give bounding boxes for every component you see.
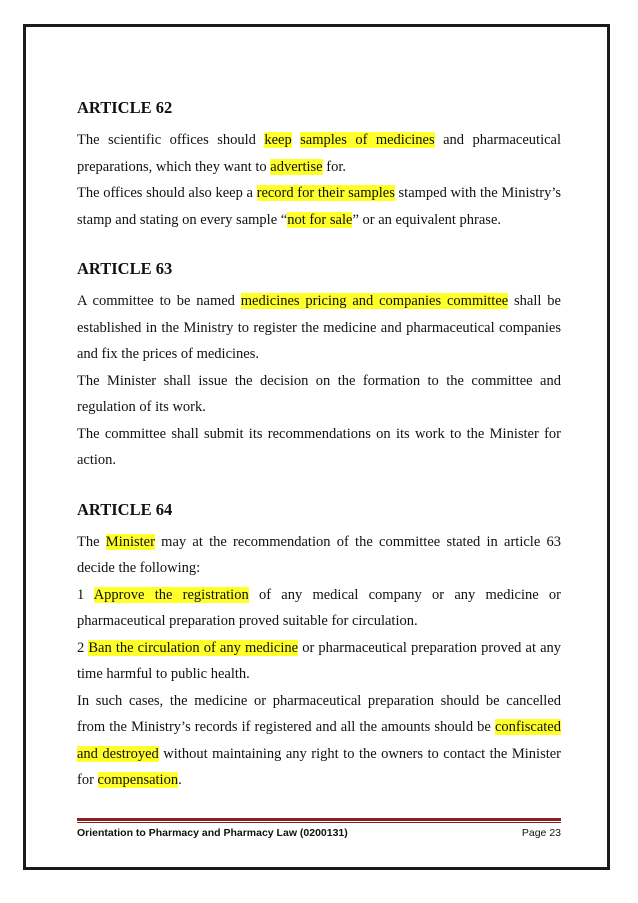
article-62-heading: ARTICLE 62 (77, 98, 173, 117)
text-run: and pharmaceutical preparations, which they want to (77, 132, 562, 175)
highlight: Minister (105, 533, 155, 550)
highlight: medicines pricing and companies committee (240, 293, 509, 309)
text-run: The (77, 533, 106, 550)
article-64-paragraph-1 (77, 529, 561, 582)
article-63-paragraph-3: The committee shall submit its recommendations on its work to the Minister for action. (77, 425, 561, 468)
text-run: . (178, 772, 182, 788)
article-63-paragraph-2: The Minister shall issue the decision on the formation to the committee and regulation of its work. (77, 372, 561, 415)
article-62-paragraph-1 (77, 127, 561, 180)
text-run: for. (322, 158, 346, 175)
highlight: Approve the registration (93, 586, 249, 603)
footer-rule-thin (77, 822, 561, 823)
article-64 (77, 498, 561, 794)
highlight: compensation (97, 772, 179, 788)
article-63-heading: ARTICLE 63 (77, 259, 173, 278)
article-64-paragraph-4 (77, 688, 561, 794)
footer-course-title: Orientation to Pharmacy and Pharmacy Law (0200131) (77, 827, 348, 839)
text-run: shall be established in the Ministry to register the medicine and pharmaceutical companies and fix the prices of medicines. (77, 293, 561, 362)
article-62 (77, 96, 561, 233)
document-body (77, 96, 561, 794)
text-run: In such cases, the medicine or pharmaceutical preparation should be cancelled from the Ministry’s records if registered and all the amounts should be (77, 692, 561, 735)
highlight: samples of medicines (300, 132, 435, 148)
highlight: record for their samples (256, 185, 395, 201)
text-run: The scientific offices should (77, 132, 265, 148)
text-run: without maintaining any right to the owners to contact the Minister for (77, 745, 561, 788)
item-number: 1 (77, 586, 94, 603)
article-63-paragraph-1 (77, 288, 561, 368)
item-number: 2 (77, 639, 89, 656)
text-run: A committee to be named (77, 293, 241, 309)
text-run: stamped with the Ministry’s stamp and stating on every sample “ (77, 185, 561, 228)
article-64-item-1 (77, 582, 561, 635)
footer-rule-thick (77, 818, 561, 821)
highlight: keep (264, 132, 292, 148)
text-run: of any medical company or any medicine or pharmaceutical preparation proved suitable for circulation. (77, 586, 561, 629)
text-run: ” or an equivalent phrase. (352, 211, 501, 228)
text-run (292, 132, 300, 148)
text-run: or pharmaceutical preparation proved at any time harmful to public health. (77, 639, 562, 682)
article-63 (77, 257, 561, 474)
article-64-item-2 (77, 635, 561, 688)
footer-page-number: Page 23 (521, 827, 561, 839)
highlight: confiscated and destroyed (77, 719, 561, 762)
article-64-heading: ARTICLE 64 (77, 499, 173, 519)
article-62-paragraph-2 (77, 180, 561, 233)
highlight: not for sale (287, 211, 353, 228)
text-run: The offices should also keep a (77, 185, 257, 201)
highlight: Ban the circulation of any medicine (88, 639, 299, 656)
highlight: advertise (270, 158, 323, 175)
text-run: may at the recommendation of the committee stated in article 63 decide the following: (77, 533, 561, 576)
